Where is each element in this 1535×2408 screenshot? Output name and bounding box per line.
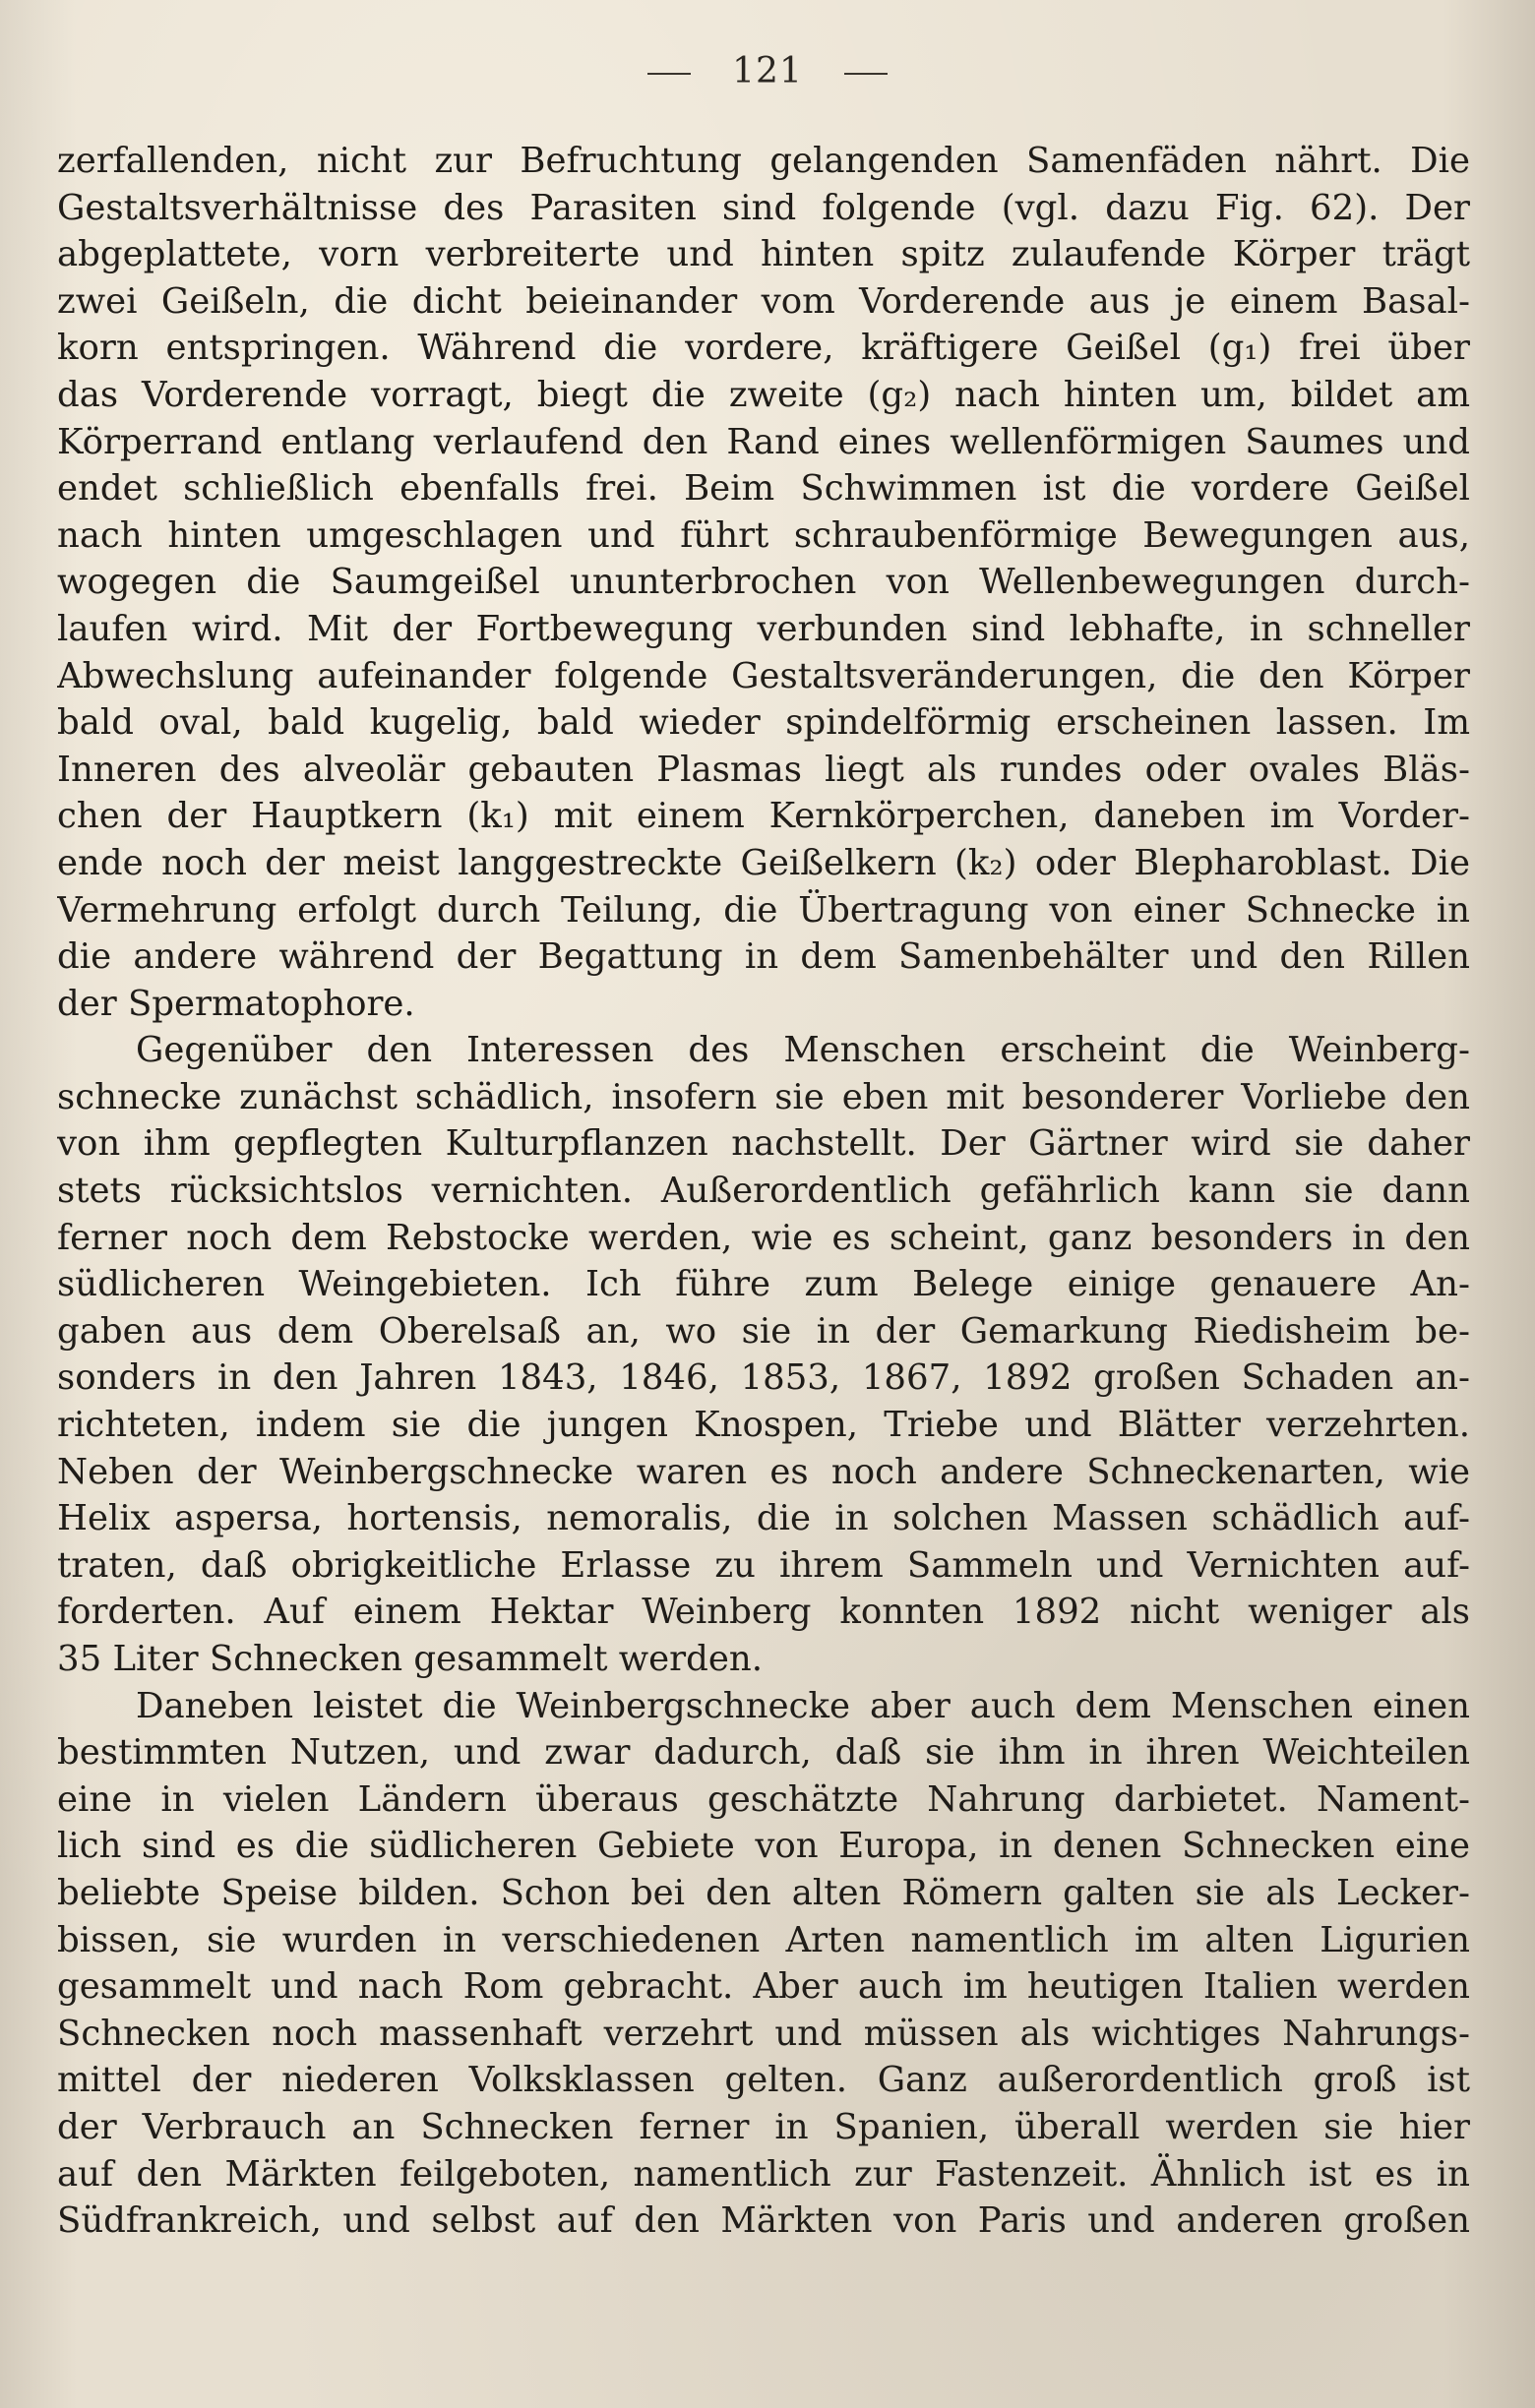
page-header [0,51,1535,91]
text-line: das Vorderende vorragt, biegt die zweite (g₂) nach hinten um, bildet am [57,374,1470,415]
text-line: Schnecken noch massenhaft verzehrt und müssen als wichtiges Nahrungs- [57,2013,1470,2054]
text-line: Gegenüber den Interessen des Menschen erscheint die Weinberg- [136,1030,1470,1071]
text-line: endet schließlich ebenfalls frei. Beim Schwimmen ist die vordere Geißel [57,468,1470,510]
text-line: Abwechslung aufeinander folgende Gestaltsveränderungen, die den Körper [57,655,1470,696]
text-line: ende noch der meist langgestreckte Geißelkern (k₂) oder Blepharoblast. Die [57,842,1470,883]
text-line: Neben der Weinbergschnecke waren es noch andere Schneckenarten, wie [57,1451,1470,1492]
text-line: sonders in den Jahren 1843, 1846, 1853, 1867, 1892 großen Schaden an- [57,1357,1470,1399]
text-line: traten, daß obrigkeitliche Erlasse zu ihrem Sammeln und Vernichten auf- [57,1544,1470,1586]
text-line: wogegen die Saumgeißel ununterbrochen von Wellenbewegungen durch- [57,562,1470,603]
text-line: Daneben leistet die Weinbergschnecke aber auch dem Menschen einen [136,1685,1470,1726]
page-number: 121 [732,51,803,91]
text-line: 35 Liter Schnecken gesammelt werden. [57,1639,764,1679]
text-line: stets rücksichtslos vernichten. Außerordentlich gefährlich kann sie dann [57,1171,1470,1212]
text-line: mittel der niederen Volksklassen gelten. Ganz außerordentlich groß ist [57,2060,1470,2101]
header-dash-left [647,73,691,75]
text-line: zerfallenden, nicht zur Befruchtung gelangenden Samenfäden nährt. Die [57,141,1470,181]
text-line: bestimmten Nutzen, und zwar dadurch, daß sie ihm in ihren Weichteilen [57,1732,1470,1774]
text-line: gesammelt und nach Rom gebracht. Aber auch im heutigen Italien werden [57,1966,1470,2008]
text-line: nach hinten umgeschlagen und führt schraubenförmige Bewegungen aus, [57,514,1470,556]
text-line: der Spermatophore. [57,983,415,1024]
text-line: bissen, sie wurden in verschiedenen Arten namentlich im alten Ligurien [57,1919,1470,1960]
text-line: forderten. Auf einem Hektar Weinberg konnten 1892 nicht weniger als [57,1592,1470,1633]
text-line: beliebte Speise bilden. Schon bei den alten Römern galten sie als Lecker- [57,1872,1470,1913]
text-line: Inneren des alveolär gebauten Plasmas liegt als rundes oder ovales Bläs- [57,749,1470,790]
text-line: Südfrankreich, und selbst auf den Märkten von Paris und anderen großen [57,2200,1470,2242]
text-line: bald oval, bald kugelig, bald wieder spindelförmig erscheinen lassen. Im [57,702,1470,744]
text-line: Körperrand entlang verlaufend den Rand eines wellenförmigen Saumes und [57,421,1470,462]
text-line: ferner noch dem Rebstocke werden, wie es scheint, ganz besonders in den [57,1217,1470,1258]
text-line: abgeplattete, vorn verbreiterte und hinten spitz zulaufende Körper trägt [57,234,1470,275]
text-line: die andere während der Begattung in dem Samenbehälter und den Rillen [57,936,1470,978]
text-line: zwei Geißeln, die dicht beieinander vom Vorderende aus je einem Basal- [57,280,1470,322]
text-line: eine in vielen Ländern überaus geschätzte Nahrung darbietet. Nament- [57,1778,1470,1820]
text-line: Gestaltsverhältnisse des Parasiten sind folgende (vgl. dazu Fig. 62). Der [57,187,1470,228]
text-line: der Verbrauch an Schnecken ferner in Spanien, überall werden sie hier [57,2106,1470,2147]
text-line: südlicheren Weingebieten. Ich führe zum Belege einige genauere An- [57,1264,1470,1305]
text-line: chen der Hauptkern (k₁) mit einem Kernkörperchen, daneben im Vorder- [57,796,1470,837]
text-line: Helix aspersa, hortensis, nemoralis, die in solchen Massen schädlich auf- [57,1498,1470,1539]
text-line: lich sind es die südlicheren Gebiete von Europa, in denen Schnecken eine [57,1826,1470,1867]
header-dash-right [844,73,888,75]
text-line: auf den Märkten feilgeboten, namentlich zur Fastenzeit. Ähnlich ist es in [57,2153,1470,2195]
text-line: gaben aus dem Oberelsaß an, wo sie in der Gemarkung Riedisheim be- [57,1310,1470,1352]
text-line: schnecke zunächst schädlich, insofern sie eben mit besonderer Vorliebe den [57,1076,1470,1117]
text-line: von ihm gepflegten Kulturpflanzen nachstellt. Der Gärtner wird sie daher [57,1123,1470,1165]
body-text [57,138,1470,2245]
text-line: richteten, indem sie die jungen Knospen, Triebe und Blätter verzehrten. [57,1405,1470,1446]
text-line: korn entspringen. Während die vordere, kräftigere Geißel (g₁) frei über [57,328,1470,369]
text-line: Vermehrung erfolgt durch Teilung, die Übertragung von einer Schnecke in [57,889,1470,931]
text-line: laufen wird. Mit der Fortbewegung verbunden sind lebhafte, in schneller [57,608,1470,649]
